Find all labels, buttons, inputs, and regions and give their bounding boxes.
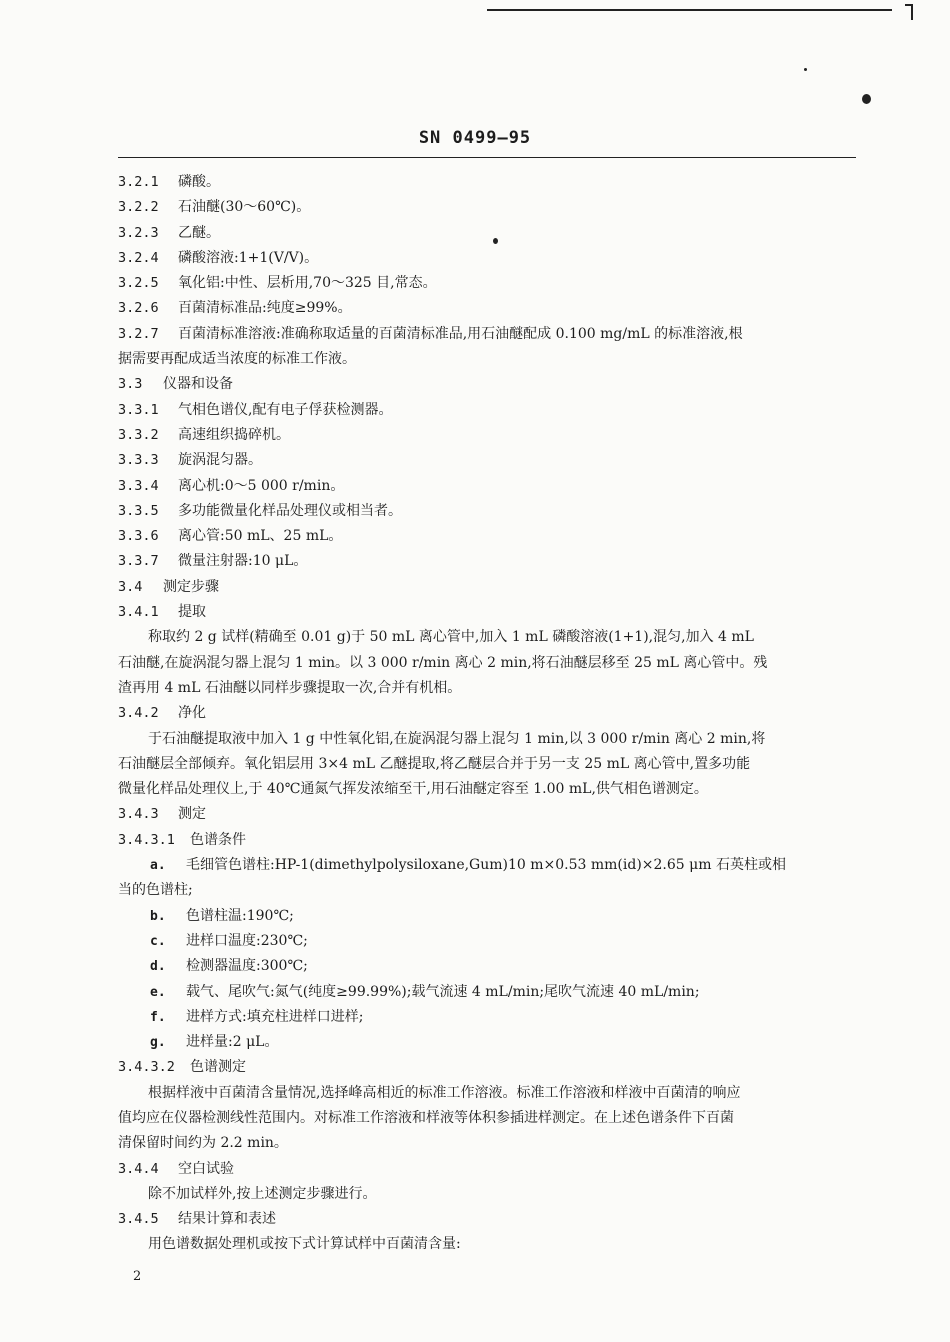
clause-3-2-7: 3.2.7 百菌清标准溶液:准确称取适量的百菌清标准品,用石油醚配成 0.100 mg/mL 的标准溶液,根 [118,325,743,342]
clause-3-2-5: 3.2.5 氧化铝:中性、层析用,70～325 目,常态。 [118,275,437,292]
chromatography-paragraph-line: 值均应在仪器检测线性范围内。对标准工作溶液和样液等体积参插进样测定。在上述色谱条件下百菌 [118,1109,734,1126]
condition-e: e. 载气、尾吹气:氮气(纯度≥99.99%);载气流速 4 mL/min;尾吹气流速 40 mL/min; [150,983,700,1000]
clause-3-2-7-continued: 据需要再配成适当浓度的标准工作液。 [118,351,356,368]
cleanup-paragraph-line: 石油醚层全部倾弃。氧化铝层用 3×4 mL 乙醚提取,将乙醚层合并于另一支 25 mL 离心管中,置多功能 [118,755,751,772]
calculation-text: 用色谱数据处理机或按下式计算试样中百菌清含量: [148,1236,461,1253]
extraction-paragraph-line: 渣再用 4 mL 石油醚以同样步骤提取一次,合并有机相。 [118,679,462,696]
clause-3-2-3: 3.2.3 乙醚。 [118,224,220,241]
condition-c: c. 进样口温度:230℃; [150,932,308,949]
scan-top-rule [487,9,892,11]
condition-d: d. 检测器温度:300℃; [150,958,308,975]
clause-3-2-4: 3.2.4 磷酸溶液:1+1(V/V)。 [118,249,319,266]
blank-test-text: 除不加试样外,按上述测定步骤进行。 [148,1185,377,1202]
extraction-paragraph-line: 石油醚,在旋涡混匀器上混匀 1 min。以 3 000 r/min 离心 2 min,将石油醚层移至 25 mL 离心管中。残 [118,654,768,671]
chromatography-paragraph-line: 清保留时间约为 2.2 min。 [118,1135,288,1152]
clause-3-4-2-heading: 3.4.2 净化 [118,705,206,722]
header-rule [118,157,856,158]
clause-3-4-1-heading: 3.4.1 提取 [118,604,206,621]
clause-3-3-6: 3.3.6 离心管:50 mL、25 mL。 [118,528,343,545]
condition-f: f. 进样方式:填充柱进样口进样; [150,1008,364,1025]
clause-3-2-1: 3.2.1 磷酸。 [118,174,220,190]
clause-3-2-2: 3.2.2 石油醚(30～60℃)。 [118,199,311,216]
clause-3-4-3-2-heading: 3.4.3.2 色谱测定 [118,1059,246,1076]
page-number: 2 [133,1269,142,1284]
clause-3-4-3-1-heading: 3.4.3.1 色谱条件 [118,831,246,848]
section-3-4-heading: 3.4 测定步骤 [118,578,219,595]
cleanup-paragraph-line: 微量化样品处理仪上,于 40℃通氮气挥发浓缩至干,用石油醚定容至 1.00 mL,供气相色谱测定。 [118,781,708,798]
condition-g: g. 进样量:2 μL。 [150,1034,279,1051]
chromatography-paragraph-line: 根据样液中百菌清含量情况,选择峰高相近的标准工作溶液。标准工作溶液和样液中百菌清的响应 [148,1084,741,1101]
clause-3-3-5: 3.3.5 多功能微量化样品处理仪或相当者。 [118,502,402,519]
section-3-3-heading: 3.3 仪器和设备 [118,376,233,393]
document-body [118,170,858,1258]
condition-a: a. 毛细管色谱柱:HP-1(dimethylpolysiloxane,Gum)10 m×0.53 mm(id)×2.65 μm 石英柱或相 [150,857,786,874]
condition-a-continued: 当的色谱柱; [118,882,193,899]
clause-3-3-3: 3.3.3 旋涡混匀器。 [118,452,262,469]
scan-speck [804,68,807,71]
clause-3-2-6: 3.2.6 百菌清标准品:纯度≥99%。 [118,300,352,317]
clause-3-4-3-heading: 3.4.3 测定 [118,806,206,823]
clause-3-4-4-heading: 3.4.4 空白试验 [118,1160,234,1177]
condition-b: b. 色谱柱温:190℃; [150,907,294,924]
scan-speck [862,94,871,104]
clause-3-3-7: 3.3.7 微量注射器:10 μL。 [118,553,308,570]
document-code-header: SN 0499—95 [418,128,532,148]
clause-3-4-5-heading: 3.4.5 结果计算和表述 [118,1211,276,1228]
clause-3-3-4: 3.3.4 离心机:0～5 000 r/min。 [118,477,345,494]
cleanup-paragraph-line: 于石油醚提取液中加入 1 g 中性氧化铝,在旋涡混匀器上混匀 1 min,以 3 000 r/min 离心 2 min,将 [148,730,766,747]
clause-3-3-1: 3.3.1 气相色谱仪,配有电子俘获检测器。 [118,401,393,418]
extraction-paragraph-line: 称取约 2 g 试样(精确至 0.01 g)于 50 mL 离心管中,加入 1 mL 磷酸溶液(1+1),混匀,加入 4 mL [148,629,754,646]
scan-corner-mark [905,4,913,20]
clause-3-3-2: 3.3.2 高速组织捣碎机。 [118,426,290,443]
